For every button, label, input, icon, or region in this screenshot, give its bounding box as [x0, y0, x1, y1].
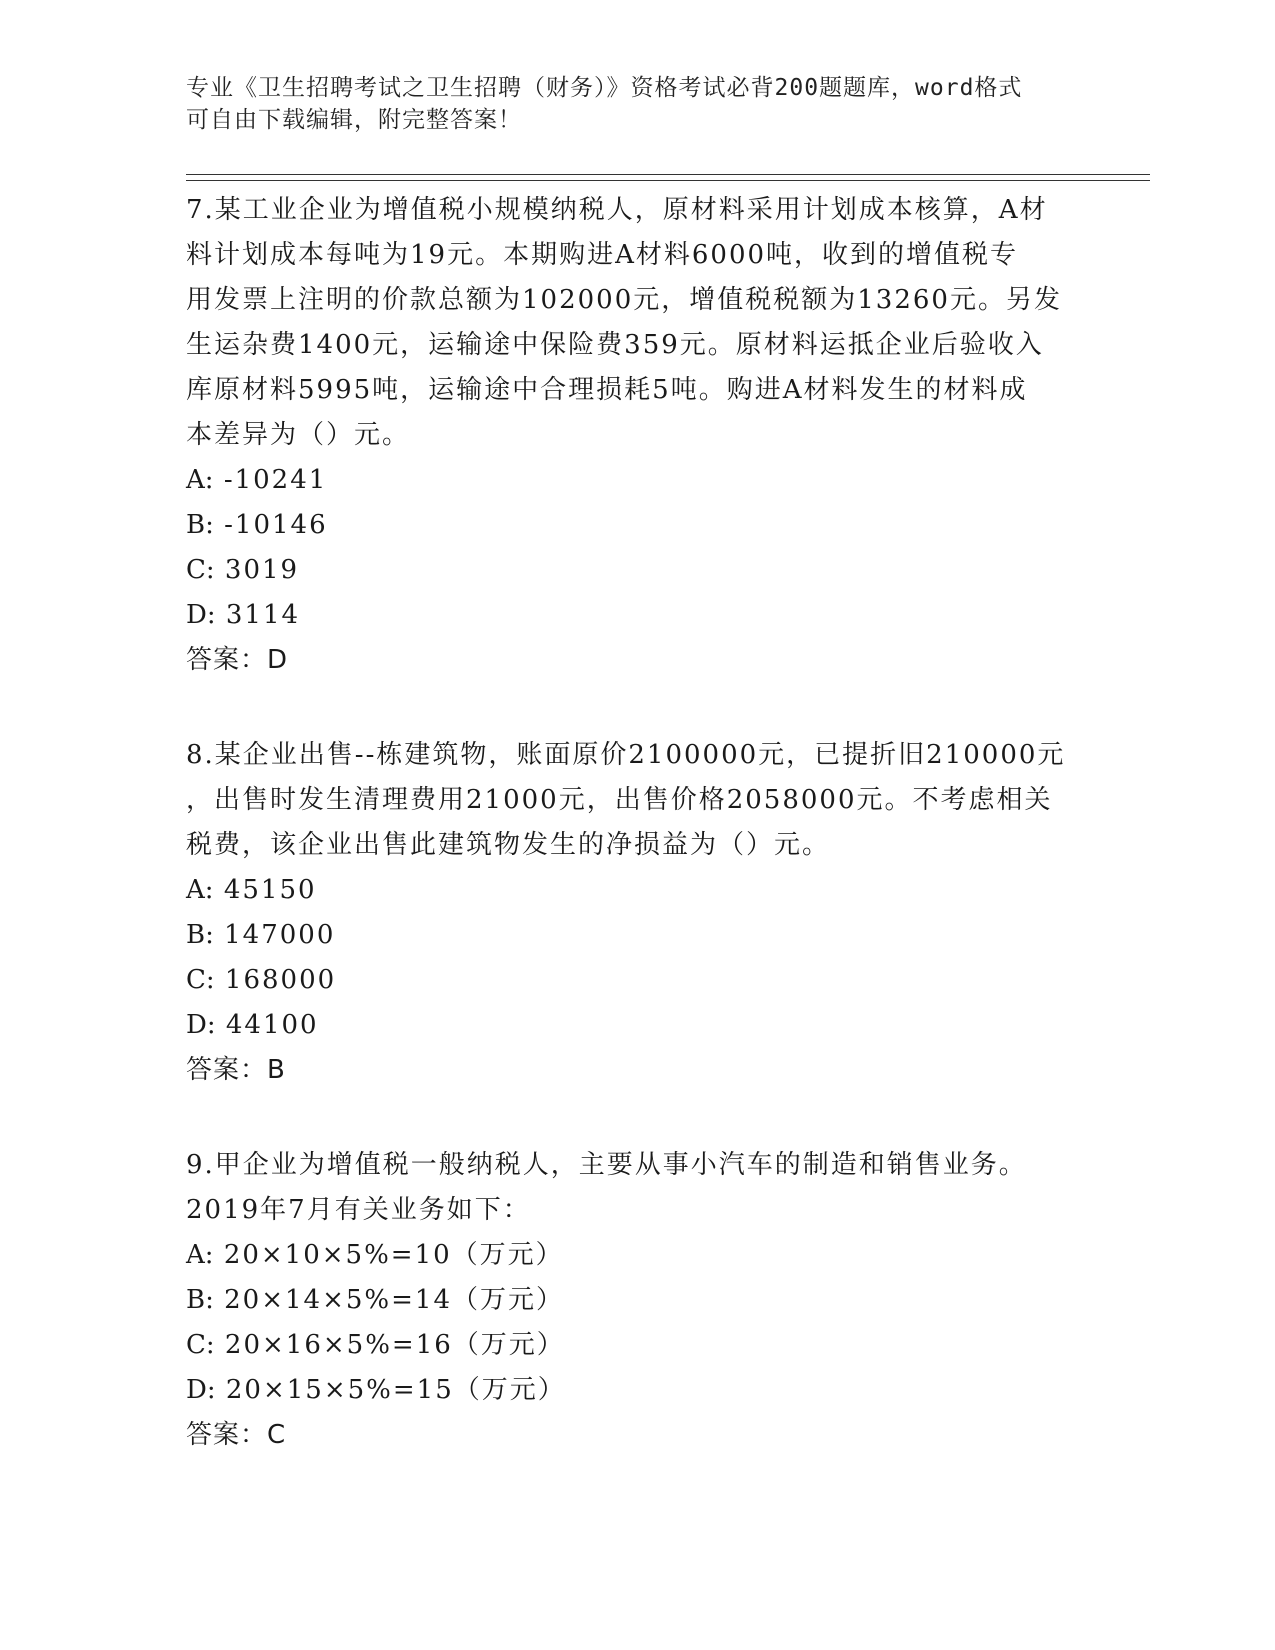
option-text: 147000 [224, 920, 336, 950]
answer-label: 答案：C [186, 1420, 287, 1450]
document-header [186, 72, 1066, 136]
stem-line: 税费，该企业出售此建筑物发生的净损益为（）元。 [186, 830, 831, 860]
option-d [186, 1003, 1086, 1048]
option-key: C: [186, 555, 215, 585]
stem-line: 料计划成本每吨为19元。本期购进A材料6000吨，收到的增值税专 [186, 240, 1019, 270]
option-text: 44100 [225, 1010, 319, 1040]
option-text: 3114 [225, 600, 301, 630]
option-b [186, 913, 1086, 958]
option-text: -10241 [223, 465, 328, 495]
header-divider-top [186, 174, 1150, 175]
option-key: D: [186, 1375, 216, 1405]
option-key: D: [186, 1010, 216, 1040]
option-text: 20×16×5%=16（万元） [224, 1330, 565, 1360]
option-c [186, 548, 1086, 593]
stem-line: 9.甲企业为增值税一般纳税人，主要从事小汽车的制造和销售业务。 [186, 1150, 1027, 1180]
option-key: B: [186, 1285, 214, 1315]
option-key: C: [186, 1330, 215, 1360]
stem-line: ，出售时发生清理费用21000元，出售价格2058000元。不考虑相关 [186, 785, 1053, 815]
stem-line: 用发票上注明的价款总额为102000元，增值税税额为13260元。另发 [186, 285, 1062, 315]
option-key: C: [186, 965, 215, 995]
option-c [186, 958, 1086, 1003]
option-text: 20×14×5%=14（万元） [224, 1285, 564, 1315]
answer-label: 答案：D [186, 645, 289, 675]
option-text: 3019 [224, 555, 300, 585]
option-text: 168000 [224, 965, 337, 995]
stem-line: 生运杂费1400元，运输途中保险费359元。原材料运抵企业后验收入 [186, 330, 1044, 360]
stem-line: 本差异为（）元。 [186, 420, 411, 450]
option-text: -10146 [224, 510, 328, 540]
question-stem [186, 188, 1086, 458]
option-key: A: [186, 465, 214, 495]
answer-label: 答案：B [186, 1055, 286, 1085]
option-c [186, 1323, 1086, 1368]
stem-line: 2019年7月有关业务如下： [186, 1195, 531, 1225]
question-9 [186, 1143, 1086, 1458]
question-stem [186, 1143, 1086, 1233]
option-key: B: [186, 510, 214, 540]
header-line-1: 专业《卫生招聘考试之卫生招聘（财务）》资格考试必背200题题库，word格式 [186, 75, 1023, 101]
option-d [186, 593, 1086, 638]
option-d [186, 1368, 1086, 1413]
stem-line: 7.某工业企业为增值税小规模纳税人，原材料采用计划成本核算，A材 [186, 195, 1048, 225]
option-a [186, 868, 1086, 913]
option-a [186, 1233, 1086, 1278]
question-7 [186, 188, 1086, 683]
option-key: A: [186, 875, 214, 905]
option-b [186, 1278, 1086, 1323]
option-a [186, 458, 1086, 503]
option-text: 45150 [223, 875, 317, 905]
option-key: A: [186, 1240, 214, 1270]
question-stem [186, 733, 1086, 868]
option-key: B: [186, 920, 214, 950]
stem-line: 库原材料5995吨，运输途中合理损耗5吨。购进A材料发生的材料成 [186, 375, 1028, 405]
stem-line: 8.某企业出售--栋建筑物，账面原价2100000元，已提折旧210000元 [186, 740, 1066, 770]
question-8 [186, 733, 1086, 1093]
option-b [186, 503, 1086, 548]
option-text: 20×10×5%=10（万元） [223, 1240, 564, 1270]
option-key: D: [186, 600, 216, 630]
header-divider-bottom [186, 180, 1150, 181]
header-line-2: 可自由下载编辑，附完整答案！ [186, 107, 522, 133]
option-text: 20×15×5%=15（万元） [225, 1375, 566, 1405]
